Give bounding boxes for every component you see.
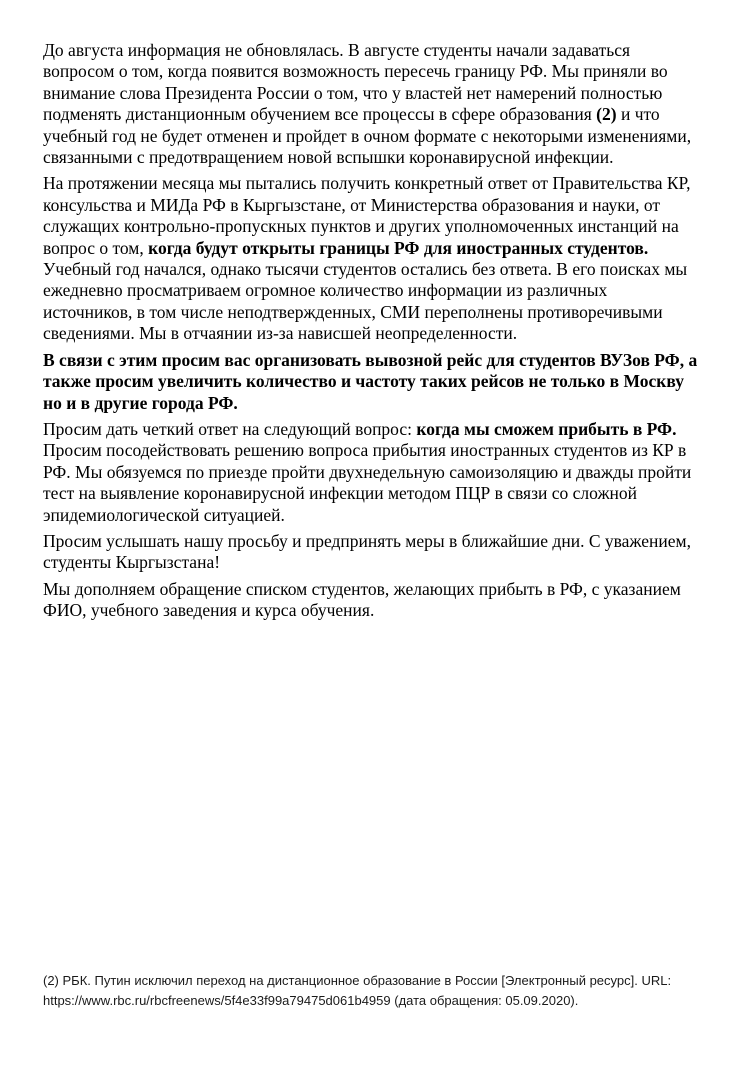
paragraph: [43, 40, 699, 168]
text-run: До августа информация не обновлялась. В августе студенты начали задаваться вопросом о том, когда появится возможность пересечь границу РФ. Мы приняли во внимание слова Президента России о том, что у властей нет намерений полностью подменять дистанционным обучением все процессы в сфере образования: [43, 40, 668, 125]
paragraph: [43, 579, 699, 622]
bold-text-run: (2): [596, 104, 617, 125]
text-run: Учебный год начался, однако тысячи студентов остались без ответа. В его поисках мы ежедневно просматриваем огромное количество информации из различных источников, в том числе неподтвержденных, СМИ переполнены противоречивыми сведениями. Мы в отчаянии из-за нависшей неопределенности.: [43, 259, 688, 344]
paragraph: [43, 531, 699, 574]
text-run: Просим дать четкий ответ на следующий вопрос:: [43, 418, 417, 439]
paragraph: [43, 350, 699, 414]
letter-body: [43, 40, 699, 627]
paragraph: [43, 419, 699, 526]
footnote-text: (2) РБК. Путин исключил переход на дистанционное образование в России [Электронный ресурс]. URL: https://www.rbc.ru/rbcfreenews/5f4e33f99a79475d061b4959 (дата обращения: 05.09.2020).: [43, 973, 672, 1008]
footnote: [43, 971, 691, 1011]
bold-text-run: когда будут открыты границы РФ для иностранных студентов.: [148, 237, 649, 258]
paragraph: [43, 173, 699, 344]
bold-text-run: когда мы сможем прибыть в РФ.: [416, 418, 677, 439]
text-run: Просим посодействовать решению вопроса прибытия иностранных студентов из КР в РФ. Мы обязуемся по приезде пройти двухнедельную самоизоляцию и дважды пройти тест на выявление коронавирусной инфекции методом ПЦР в связи со сложной эпидемиологической ситуацией.: [43, 440, 692, 525]
text-run: Просим услышать нашу просьбу и предпринять меры в ближайшие дни. С уважением, студенты Кыргызстана!: [43, 530, 691, 573]
text-run: Мы дополняем обращение списком студентов, желающих прибыть в РФ, с указанием ФИО, учебного заведения и курса обучения.: [43, 578, 681, 621]
bold-text-run: В связи с этим просим вас организовать вывозной рейс для студентов ВУЗов РФ, а также просим увеличить количество и частоту таких рейсов не только в Москву но и в другие города РФ.: [43, 349, 698, 413]
text-run: и что учебный год не будет отменен и пройдет в очном формате с некоторыми изменениями, связанными с предотвращением новой вспышки коронавирусной инфекции.: [43, 104, 692, 168]
text-run: На протяжении месяца мы пытались получить конкретный ответ от Правительства КР, консульства и МИДа РФ в Кыргызстане, от Министерства образования и науки, от служащих контрольно-пропускных пунктов и других уполномоченных инстанций на вопрос о том,: [43, 173, 691, 258]
